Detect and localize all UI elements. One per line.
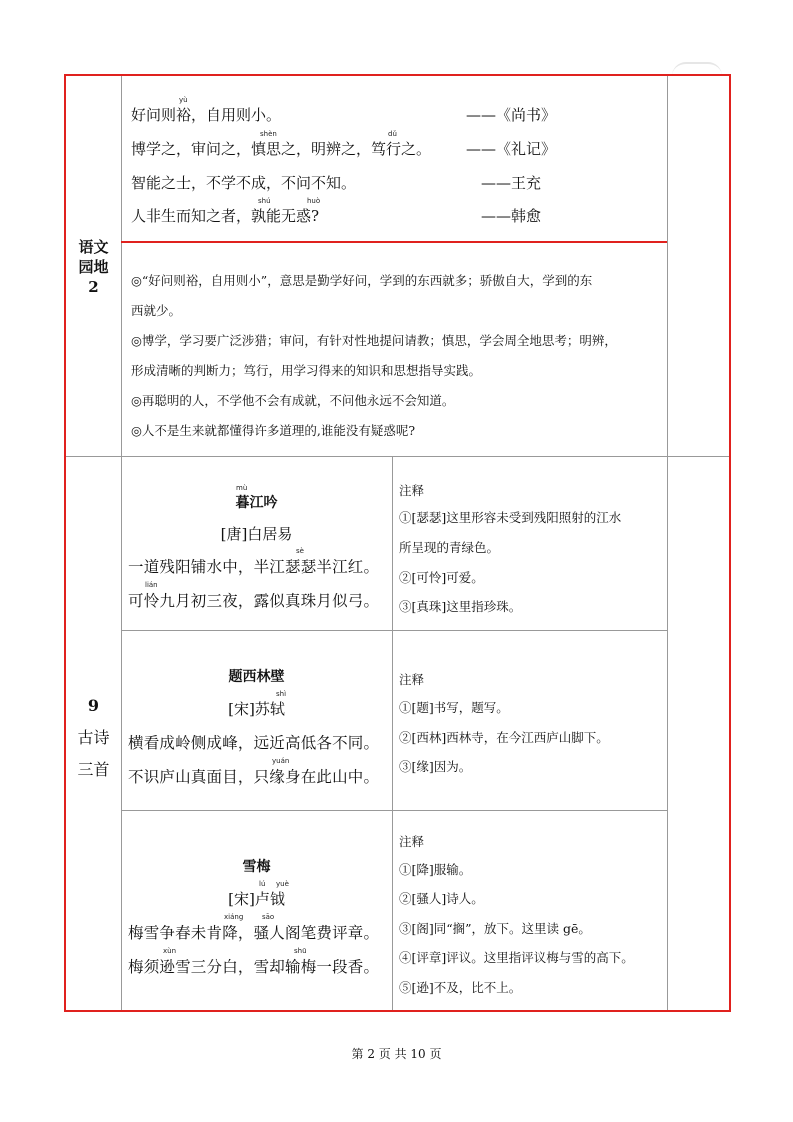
poem-3-note-4: ④[评章]评议。这里指评议梅与雪的高下。 <box>399 950 634 965</box>
grid-row-poem-1 <box>121 630 667 631</box>
grid-row-poem-2 <box>121 810 667 811</box>
explanation-line-4: 形成清晰的判断力；笃行，用学习得来的知识和思想指导实践。 <box>131 363 482 378</box>
explanation-line-1: ◎“好问则裕，自用则小”，意思是勤学好问，学到的东西就多；骄傲自大，学到的东 <box>131 273 593 288</box>
poem-3-notes-head: 注释 <box>399 834 425 849</box>
quote-2-text: 博学之，审问之，慎思之，明辨之，笃行之。 <box>131 140 432 158</box>
pinyin-huo: huò <box>307 197 321 205</box>
explanations-block <box>131 266 661 446</box>
poem-1-note-3: ②[可怜]可爱。 <box>399 570 484 585</box>
pinyin-shu2: shū <box>294 947 307 955</box>
section2-label-line2: 古诗 <box>77 728 110 747</box>
pinyin-mu: mù <box>236 484 248 492</box>
pinyin-la: lú <box>259 880 266 888</box>
quote-3-source: ——王充 <box>481 174 542 192</box>
poem-1-note-2: 所呈现的青绿色。 <box>399 540 500 555</box>
poem-1-note-4: ③[真珠]这里指珍珠。 <box>399 599 522 614</box>
pinyin-yuan: yuán <box>272 757 290 765</box>
page-footer: 第 2 页 共 10 页 <box>351 1047 442 1061</box>
poem-2-note-2: ②[西林]西林寺，在今江西庐山脚下。 <box>399 730 609 745</box>
poem-3-author: [宋]卢钺 <box>228 890 285 908</box>
quote-4-source: ——韩愈 <box>481 207 542 225</box>
poem-2-line-2: 不识庐山真面目，只缘身在此山中。 <box>128 768 380 786</box>
quote-1-source: ——《尚书》 <box>466 106 557 124</box>
pinyin-yu: yù <box>179 96 188 104</box>
red-border-right <box>729 74 731 1012</box>
poem-2-line-1: 横看成岭侧成峰，远近高低各不同。 <box>128 734 380 752</box>
poem-3-note-5: ⑤[逊]不及，比不上。 <box>399 980 522 995</box>
poem-1-author: [唐]白居易 <box>220 525 293 543</box>
poem-1-note-1: ①[瑟瑟]这里形容未受到残阳照射的江水 <box>399 510 622 525</box>
poem-3-line-2: 梅须逊雪三分白，雪却输梅一段香。 <box>128 958 380 976</box>
pinyin-shu: shú <box>258 197 271 205</box>
explanation-line-3: ◎博学，学习要广泛涉猎；审问，有针对性地提问请教；慎思，学会周全地思考；明辨， <box>131 333 617 348</box>
section1-label-line2: 园地 <box>78 258 109 276</box>
poem-2-title: 题西林壁 <box>228 669 285 685</box>
grid-col-poem-notes <box>392 457 393 1011</box>
poem-1-line-2: 可怜九月初三夜，露似真珠月似弓。 <box>128 592 380 610</box>
pinyin-xiang: xiáng <box>224 913 244 921</box>
poem-2-author: [宋]苏轼 <box>228 700 285 718</box>
explanation-line-5: ◎再聪明的人，不学他不会有成就，不问他永远不会知道。 <box>131 393 455 408</box>
section2-label-line1: 9 <box>87 696 100 715</box>
poem-1-line-1: 一道残阳铺水中，半江瑟瑟半江红。 <box>128 558 380 576</box>
section2-label-line3: 三首 <box>77 760 110 779</box>
red-divider-quotes <box>121 241 667 243</box>
explanation-line-2: 西就少。 <box>131 303 182 318</box>
poem-3-title: 雪梅 <box>242 859 271 875</box>
poem-3-note-3: ③[阁]同“搁”，放下。这里读 gē。 <box>399 921 591 936</box>
section1-label <box>66 237 121 297</box>
grid-col-2 <box>667 75 668 1011</box>
pinyin-lian: lián <box>145 581 158 589</box>
explanation-line-6: ◎人不是生来就都懂得许多道理的,谁能没有疑惑呢? <box>131 423 416 438</box>
grid-row-sections <box>64 456 730 457</box>
poem-1-notes-head: 注释 <box>399 483 425 498</box>
poem-2-notes-head: 注释 <box>399 672 425 687</box>
red-border-left <box>64 74 66 1012</box>
pinyin-xun: xùn <box>163 947 177 955</box>
poem-1-title: 暮江吟 <box>235 495 278 511</box>
poem-2-note-3: ③[缘]因为。 <box>399 759 472 774</box>
poem-3-line-1: 梅雪争春未肯降，骚人阁笔费评章。 <box>128 924 380 942</box>
red-border-bottom <box>64 1010 731 1012</box>
pinyin-sao: sāo <box>262 913 275 921</box>
section1-label-line1: 语文 <box>78 238 109 256</box>
pinyin-yue: yuè <box>276 880 289 888</box>
pinyin-du: dǔ <box>388 130 397 138</box>
pinyin-shen: shèn <box>260 130 277 138</box>
poem-2-note-1: ①[题]书写，题写。 <box>399 700 509 715</box>
quote-1-text: 好问则裕，自用则小。 <box>131 106 282 124</box>
section2-label <box>66 690 121 786</box>
quote-4-text: 人非生而知之者，孰能无惑? <box>131 207 320 225</box>
pinyin-shi: shì <box>276 690 287 698</box>
quote-2-source: ——《礼记》 <box>466 140 557 158</box>
section1-label-line3: 2 <box>88 278 99 296</box>
quote-3-text: 智能之士，不学不成，不问不知。 <box>131 174 357 192</box>
red-border-top <box>64 74 731 76</box>
pinyin-se: sè <box>296 547 304 555</box>
poem-3-note-1: ①[降]服输。 <box>399 862 472 877</box>
poem-3-note-2: ②[骚人]诗人。 <box>399 891 484 906</box>
